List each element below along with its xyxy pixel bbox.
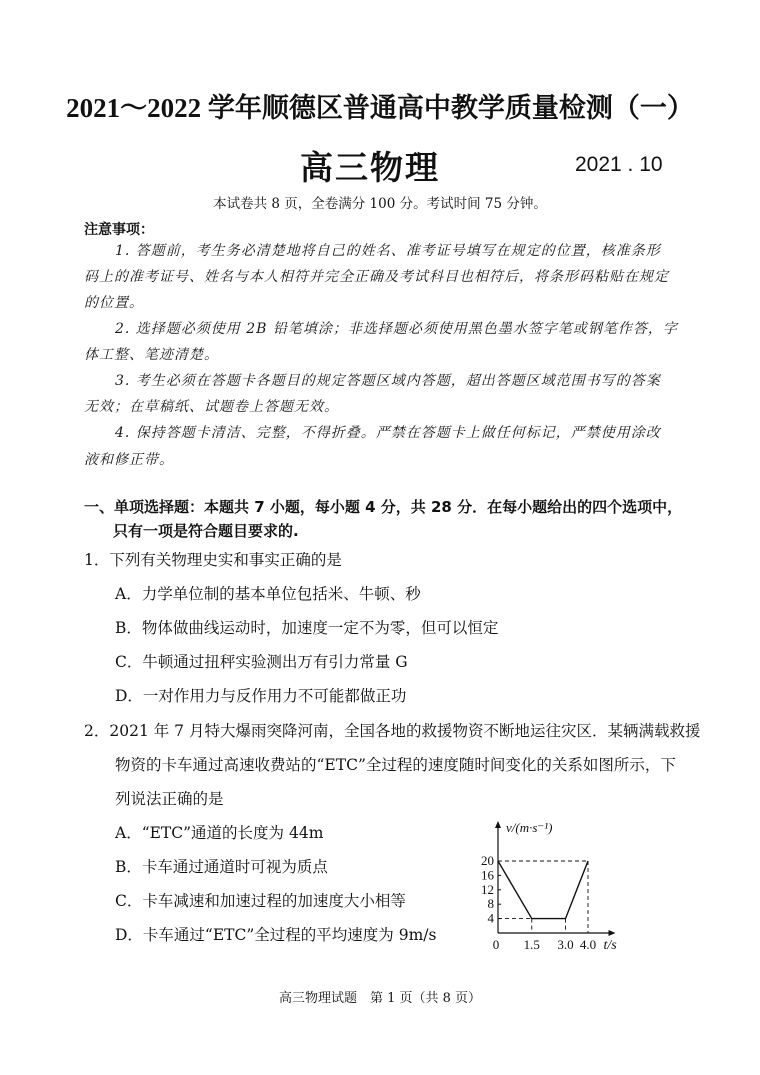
notice-heading: 注意事项： bbox=[84, 222, 154, 238]
notice-line: 1. 答题前，考生务必清楚地将自己的姓名、准考证号填写在规定的位置，核准条形 bbox=[115, 243, 661, 259]
notice-line: 液和修正带。 bbox=[84, 452, 174, 468]
notice-line: 码上的准考证号、姓名与本人相符并完全正确及考试科目也相符后，将条形码粘贴在规定 bbox=[84, 269, 669, 285]
exam-date: 2021 . 10 bbox=[575, 153, 663, 176]
q1-option-b: B．物体做曲线运动时，加速度一定不为零，但可以恒定 bbox=[115, 619, 499, 637]
notice-line: 4. 保持答题卡清洁、完整，不得折叠。严禁在答题卡上做任何标记，严禁使用涂改 bbox=[115, 425, 661, 441]
q2-option-d: D．卡车通过“ETC”全过程的平均速度为 9m/s bbox=[115, 926, 437, 944]
q2-option-c: C．卡车减速和加速过程的加速度大小相等 bbox=[115, 892, 406, 910]
q1-option-a: A．力学单位制的基本单位包括米、牛顿、秒 bbox=[115, 585, 421, 603]
question-2-stem: 物资的卡车通过高速收费站的“ETC”全过程的速度随时间变化的关系如图所示，下 bbox=[115, 756, 676, 774]
question-1-stem: 1．下列有关物理史实和事实正确的是 bbox=[84, 551, 342, 569]
y-tick-label: 8 bbox=[487, 896, 494, 912]
notice-line: 的位置。 bbox=[84, 295, 144, 311]
page-footer: 高三物理试题 第 1 页（共 8 页） bbox=[278, 991, 482, 1006]
q2-option-b: B．卡车通过通道时可视为质点 bbox=[115, 858, 328, 876]
y-tick-label: 20 bbox=[481, 853, 494, 868]
y-axis-label: v/(m·s⁻¹) bbox=[506, 820, 553, 835]
q1-option-d: D．一对作用力与反作用力不可能都做正功 bbox=[115, 687, 407, 705]
x-tick-label: 3.0 bbox=[557, 937, 574, 952]
x-tick-label: 1.5 bbox=[523, 937, 540, 952]
q1-option-c: C．牛顿通过扭秤实验测出万有引力常量 G bbox=[115, 653, 408, 671]
x-tick-label: 4.0 bbox=[579, 937, 597, 952]
x-axis-label: t/s bbox=[603, 938, 617, 953]
subject-title: 高三物理 bbox=[300, 148, 440, 187]
velocity-time-graph bbox=[470, 815, 660, 960]
section-heading-cont: 只有一项是符合题目要求的. bbox=[113, 522, 299, 540]
notice-line: 2. 选择题必须使用 2B 铅笔填涂；非选择题必须使用黑色墨水签字笔或钢笔作答，字 bbox=[115, 321, 678, 337]
y-tick-label: 16 bbox=[481, 867, 494, 883]
exam-info: 本试卷共 8 页，全卷满分 100 分。考试时间 75 分钟。 bbox=[213, 196, 547, 212]
question-2-stem: 列说法正确的是 bbox=[115, 790, 224, 808]
velocity-series-line bbox=[498, 861, 588, 919]
x-tick-label: 0 bbox=[492, 937, 500, 952]
section-heading: 一、单项选择题：本题共 7 小题，每小题 4 分，共 28 分．在每小题给出的四个选项中， bbox=[84, 498, 683, 516]
notice-line: 3. 考生必须在答题卡各题目的规定答题区域内答题，超出答题区域范围书写的答案 bbox=[115, 373, 661, 389]
exam-title: 2021～2022 学年顺德区普通高中教学质量检测（一） bbox=[66, 93, 694, 123]
y-axis-arrow bbox=[495, 821, 501, 828]
q2-option-a: A．“ETC”通道的长度为 44m bbox=[115, 824, 324, 842]
y-tick-label: 4 bbox=[487, 910, 494, 926]
question-2-stem: 2．2021 年 7 月特大爆雨突降河南，全国各地的救援物资不断地运往灾区．某辆满载救援 bbox=[84, 722, 701, 740]
x-axis-arrow bbox=[609, 930, 616, 936]
y-tick-label: 12 bbox=[481, 881, 494, 897]
notice-line: 无效；在草稿纸、试题卷上答题无效。 bbox=[84, 399, 339, 415]
notice-line: 体工整、笔迹清楚。 bbox=[84, 347, 219, 363]
